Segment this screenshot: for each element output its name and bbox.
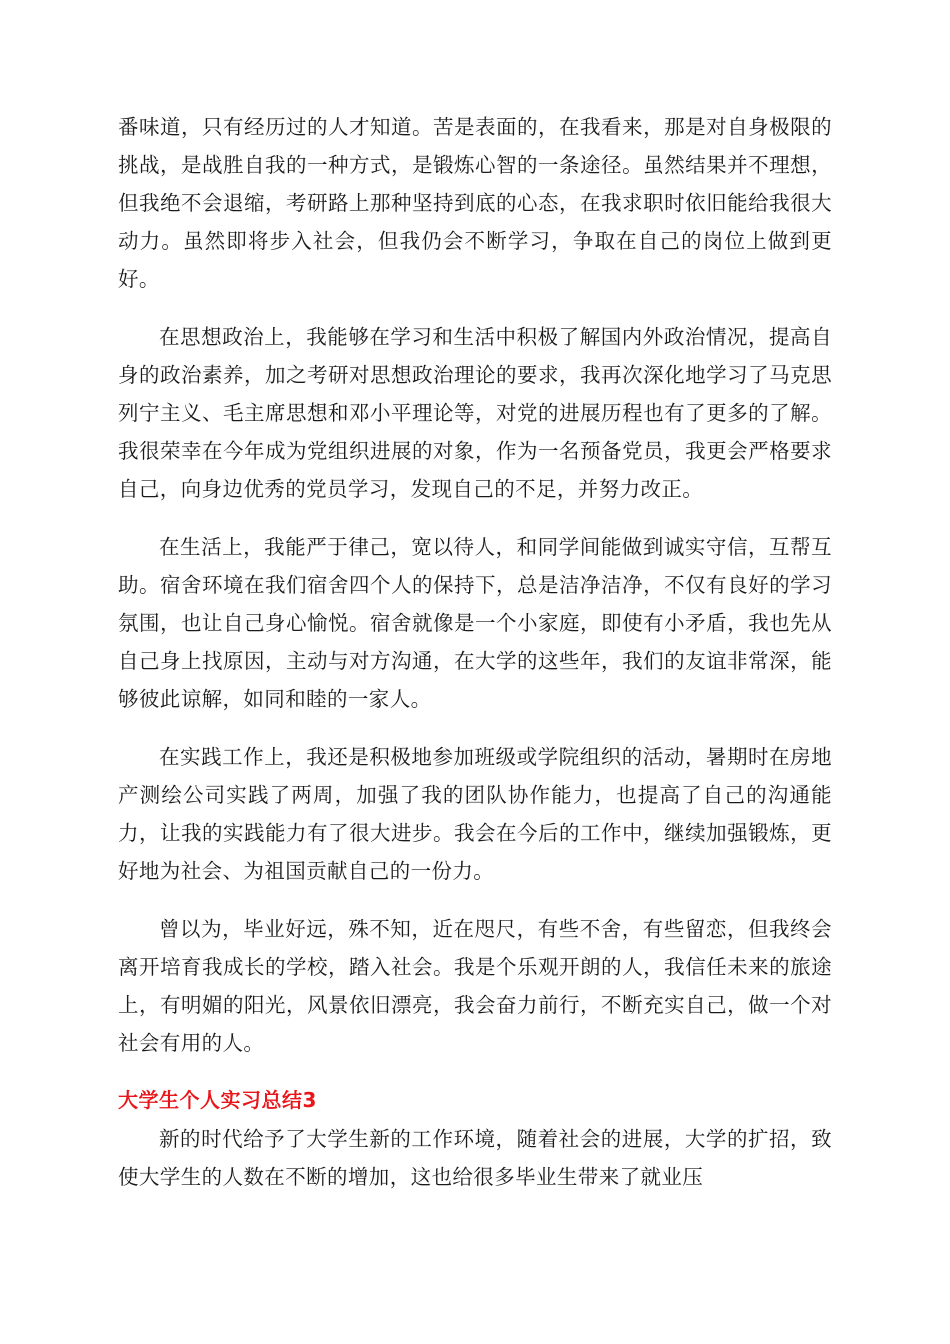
section-heading: 大学生个人实习总结3 [118,1088,317,1112]
paragraph-practice: 在实践工作上，我还是积极地参加班级或学院组织的活动，暑期时在房地产测绘公司实践了两周，加强了我的团队协作能力，也提高了自己的沟通能力，让我的实践能力有了很大进步。我会在今后的工作中，继续加强锻炼，更好地为社会、为祖国贡献自己的一份力。 [118,745,832,883]
paragraph-continuation: 番味道，只有经历过的人才知道。苦是表面的，在我看来，那是对自身极限的挑战，是战胜自我的一种方式，是锻炼心智的一条途径。虽然结果并不理想，但我绝不会退缩，考研路上那种坚持到底的心态，在我求职时依旧能给我很大动力。虽然即将步入社会，但我仍会不断学习，争取在自己的岗位上做到更好。 [118,115,832,291]
paragraph-life: 在生活上，我能严于律己，宽以待人，和同学间能做到诚实守信，互帮互助。宿舍环境在我们宿舍四个人的保持下，总是洁净洁净，不仅有良好的学习氛围，也让自己身心愉悦。宿舍就像是一个小家庭，即使有小矛盾，我也先从自己身上找原因，主动与对方沟通，在大学的这些年，我们的友谊非常深，能够彼此谅解，如同和睦的一家人。 [118,535,832,711]
document-page [118,108,832,1216]
paragraph-section3-intro: 新的时代给予了大学生新的工作环境，随着社会的进展，大学的扩招，致使大学生的人数在不断的增加，这也给很多毕业生带来了就业压 [118,1127,832,1189]
paragraph-political: 在思想政治上，我能够在学习和生活中积极了解国内外政治情况，提高自身的政治素养，加之考研对思想政治理论的要求，我再次深化地学习了马克思列宁主义、毛主席思想和邓小平理论等，对党的进展历程也有了更多的了解。我很荣幸在今年成为党组织进展的对象，作为一名预备党员，我更会严格要求自己，向身边优秀的党员学习，发现自己的不足，并努力改正。 [118,325,832,501]
paragraph-conclusion: 曾以为，毕业好远，殊不知，近在咫尺，有些不舍，有些留恋，但我终会离开培育我成长的学校，踏入社会。我是个乐观开朗的人，我信任未来的旅途上，有明媚的阳光，风景依旧漂亮，我会奋力前行，不断充实自己，做一个对社会有用的人。 [118,917,832,1055]
